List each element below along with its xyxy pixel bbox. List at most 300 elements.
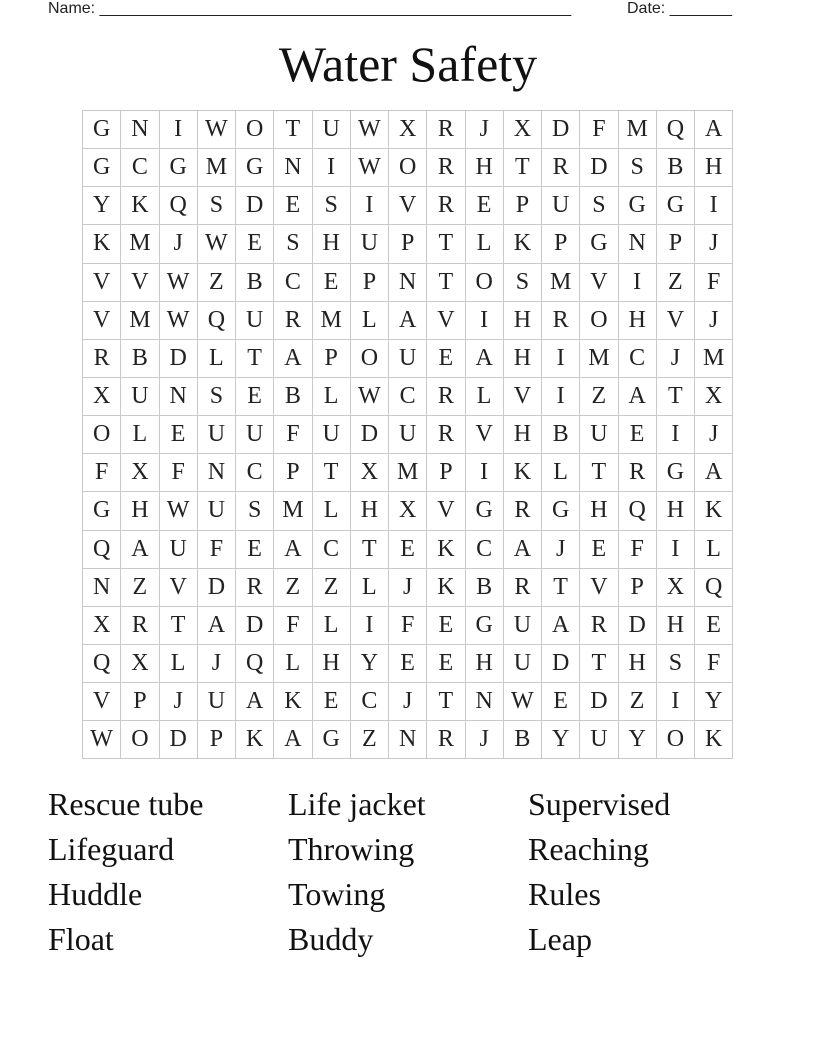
- grid-letter: T: [427, 683, 465, 721]
- grid-letter: I: [159, 111, 197, 149]
- grid-letter: R: [427, 721, 465, 759]
- grid-letter: H: [695, 149, 733, 187]
- grid-letter: D: [542, 644, 580, 682]
- grid-letter: E: [389, 530, 427, 568]
- grid-letter: A: [695, 111, 733, 149]
- page-title: Water Safety: [278, 36, 538, 92]
- grid-letter: Q: [695, 568, 733, 606]
- grid-letter: W: [503, 683, 541, 721]
- grid-letter: Z: [121, 568, 159, 606]
- grid-letter: E: [427, 644, 465, 682]
- grid-letter: I: [656, 683, 694, 721]
- grid-letter: I: [542, 339, 580, 377]
- grid-row: [83, 225, 733, 263]
- grid-letter: I: [350, 187, 388, 225]
- grid-letter: T: [350, 530, 388, 568]
- grid-letter: L: [312, 606, 350, 644]
- word-item: Lifeguard: [48, 831, 175, 867]
- grid-letter: U: [159, 530, 197, 568]
- grid-letter: J: [159, 683, 197, 721]
- grid-letter: G: [83, 492, 121, 530]
- grid-letter: N: [389, 263, 427, 301]
- grid-letter: F: [83, 454, 121, 492]
- grid-letter: V: [580, 263, 618, 301]
- grid-letter: V: [83, 301, 121, 339]
- grid-letter: E: [236, 530, 274, 568]
- grid-letter: T: [427, 225, 465, 263]
- grid-letter: P: [121, 683, 159, 721]
- grid-letter: J: [465, 111, 503, 149]
- grid-letter: Q: [83, 644, 121, 682]
- grid-letter: L: [542, 454, 580, 492]
- grid-letter: Q: [197, 301, 235, 339]
- grid-letter: W: [159, 492, 197, 530]
- grid-letter: J: [695, 225, 733, 263]
- grid-letter: J: [465, 721, 503, 759]
- grid-letter: X: [389, 492, 427, 530]
- grid-letter: O: [580, 301, 618, 339]
- grid-letter: A: [274, 530, 312, 568]
- grid-letter: J: [389, 683, 427, 721]
- grid-letter: C: [236, 454, 274, 492]
- grid-letter: P: [389, 225, 427, 263]
- grid-letter: Z: [580, 377, 618, 415]
- grid-letter: X: [350, 454, 388, 492]
- grid-letter: Q: [618, 492, 656, 530]
- grid-letter: E: [312, 263, 350, 301]
- grid-letter: Z: [197, 263, 235, 301]
- grid-letter: P: [542, 225, 580, 263]
- grid-letter: K: [695, 721, 733, 759]
- grid-letter: D: [197, 568, 235, 606]
- grid-letter: S: [312, 187, 350, 225]
- grid-letter: A: [236, 683, 274, 721]
- grid-letter: D: [580, 683, 618, 721]
- grid-letter: H: [121, 492, 159, 530]
- grid-letter: T: [274, 111, 312, 149]
- grid-letter: S: [274, 225, 312, 263]
- grid-letter: V: [427, 301, 465, 339]
- grid-letter: E: [236, 225, 274, 263]
- word-item: Rules: [528, 876, 601, 912]
- grid-letter: H: [503, 416, 541, 454]
- date-field: [627, 0, 732, 18]
- grid-letter: T: [427, 263, 465, 301]
- grid-letter: F: [159, 454, 197, 492]
- grid-letter: X: [503, 111, 541, 149]
- grid-letter: P: [618, 568, 656, 606]
- grid-letter: X: [389, 111, 427, 149]
- grid-letter: U: [236, 416, 274, 454]
- word-row: [48, 872, 768, 917]
- word-item: Leap: [528, 921, 592, 957]
- word-item: Towing: [288, 876, 386, 912]
- grid-letter: G: [83, 111, 121, 149]
- grid-letter: X: [121, 454, 159, 492]
- grid-letter: D: [542, 111, 580, 149]
- grid-letter: J: [389, 568, 427, 606]
- grid-letter: R: [121, 606, 159, 644]
- grid-letter: A: [465, 339, 503, 377]
- grid-letter: U: [312, 111, 350, 149]
- grid-letter: C: [274, 263, 312, 301]
- grid-letter: X: [695, 377, 733, 415]
- grid-row: [83, 416, 733, 454]
- grid-letter: N: [83, 568, 121, 606]
- grid-letter: K: [274, 683, 312, 721]
- grid-letter: V: [83, 683, 121, 721]
- grid-letter: T: [503, 149, 541, 187]
- grid-letter: I: [656, 530, 694, 568]
- grid-letter: H: [350, 492, 388, 530]
- grid-letter: R: [427, 149, 465, 187]
- grid-letter: A: [274, 339, 312, 377]
- grid-letter: H: [312, 225, 350, 263]
- grid-letter: A: [542, 606, 580, 644]
- grid-letter: T: [312, 454, 350, 492]
- grid-letter: V: [83, 263, 121, 301]
- grid-letter: F: [618, 530, 656, 568]
- date-line: _______: [669, 0, 732, 17]
- grid-letter: E: [274, 187, 312, 225]
- grid-letter: E: [427, 606, 465, 644]
- grid-letter: G: [83, 149, 121, 187]
- grid-letter: V: [465, 416, 503, 454]
- grid-letter: P: [503, 187, 541, 225]
- grid-row: [83, 301, 733, 339]
- grid-letter: A: [121, 530, 159, 568]
- grid-letter: Q: [656, 111, 694, 149]
- grid-letter: F: [274, 416, 312, 454]
- grid-letter: O: [121, 721, 159, 759]
- grid-letter: U: [503, 606, 541, 644]
- grid-letter: L: [197, 339, 235, 377]
- grid-row: [83, 568, 733, 606]
- grid-letter: F: [274, 606, 312, 644]
- grid-letter: G: [312, 721, 350, 759]
- grid-letter: K: [503, 225, 541, 263]
- grid-row: [83, 263, 733, 301]
- grid-letter: U: [389, 416, 427, 454]
- grid-letter: I: [312, 149, 350, 187]
- grid-letter: N: [197, 454, 235, 492]
- grid-row: [83, 721, 733, 759]
- grid-letter: W: [350, 377, 388, 415]
- grid-letter: C: [121, 149, 159, 187]
- grid-letter: C: [350, 683, 388, 721]
- grid-letter: M: [695, 339, 733, 377]
- grid-letter: E: [312, 683, 350, 721]
- grid-letter: V: [121, 263, 159, 301]
- grid-letter: I: [542, 377, 580, 415]
- grid-letter: T: [580, 454, 618, 492]
- grid-row: [83, 149, 733, 187]
- grid-letter: C: [618, 339, 656, 377]
- grid-letter: S: [618, 149, 656, 187]
- grid-letter: F: [197, 530, 235, 568]
- grid-letter: S: [503, 263, 541, 301]
- grid-letter: Y: [83, 187, 121, 225]
- grid-letter: I: [350, 606, 388, 644]
- grid-letter: M: [389, 454, 427, 492]
- grid-letter: M: [580, 339, 618, 377]
- grid-letter: J: [695, 416, 733, 454]
- grid-letter: L: [312, 377, 350, 415]
- grid-letter: L: [159, 644, 197, 682]
- grid-row: [83, 187, 733, 225]
- grid-letter: A: [503, 530, 541, 568]
- grid-letter: N: [389, 721, 427, 759]
- grid-letter: N: [618, 225, 656, 263]
- grid-letter: H: [656, 492, 694, 530]
- grid-letter: T: [236, 339, 274, 377]
- grid-letter: O: [656, 721, 694, 759]
- grid-letter: G: [618, 187, 656, 225]
- grid-letter: L: [312, 492, 350, 530]
- grid-letter: K: [121, 187, 159, 225]
- grid-letter: O: [236, 111, 274, 149]
- grid-letter: M: [121, 225, 159, 263]
- grid-letter: W: [159, 263, 197, 301]
- grid-letter: H: [312, 644, 350, 682]
- grid-letter: M: [274, 492, 312, 530]
- grid-letter: E: [236, 377, 274, 415]
- grid-letter: N: [465, 683, 503, 721]
- grid-letter: R: [618, 454, 656, 492]
- grid-letter: N: [121, 111, 159, 149]
- grid-letter: J: [695, 301, 733, 339]
- grid-letter: H: [618, 301, 656, 339]
- grid-letter: R: [542, 149, 580, 187]
- grid-letter: H: [503, 301, 541, 339]
- grid-letter: U: [236, 301, 274, 339]
- grid-letter: T: [159, 606, 197, 644]
- grid-letter: Z: [656, 263, 694, 301]
- grid-letter: E: [389, 644, 427, 682]
- grid-letter: E: [695, 606, 733, 644]
- grid-letter: I: [465, 454, 503, 492]
- grid-letter: H: [618, 644, 656, 682]
- grid-letter: A: [389, 301, 427, 339]
- grid-letter: H: [503, 339, 541, 377]
- grid-letter: G: [542, 492, 580, 530]
- grid-row: [83, 492, 733, 530]
- grid-letter: A: [274, 721, 312, 759]
- grid-letter: Y: [695, 683, 733, 721]
- grid-letter: R: [503, 492, 541, 530]
- grid-letter: U: [121, 377, 159, 415]
- grid-letter: B: [465, 568, 503, 606]
- word-item: Life jacket: [288, 786, 426, 822]
- grid-letter: G: [656, 187, 694, 225]
- grid-letter: V: [159, 568, 197, 606]
- grid-letter: D: [236, 187, 274, 225]
- grid-letter: P: [197, 721, 235, 759]
- grid-letter: O: [389, 149, 427, 187]
- word-item: Float: [48, 921, 114, 957]
- grid-letter: X: [83, 606, 121, 644]
- grid-letter: B: [542, 416, 580, 454]
- grid-letter: Z: [618, 683, 656, 721]
- grid-letter: G: [465, 492, 503, 530]
- grid-letter: L: [465, 225, 503, 263]
- grid-letter: M: [312, 301, 350, 339]
- grid-letter: U: [580, 721, 618, 759]
- grid-letter: Z: [312, 568, 350, 606]
- grid-letter: H: [465, 644, 503, 682]
- grid-letter: L: [350, 301, 388, 339]
- grid-letter: G: [236, 149, 274, 187]
- grid-letter: U: [389, 339, 427, 377]
- grid-letter: R: [427, 416, 465, 454]
- grid-row: [83, 454, 733, 492]
- grid-letter: L: [121, 416, 159, 454]
- grid-letter: I: [695, 187, 733, 225]
- grid-letter: S: [236, 492, 274, 530]
- grid-letter: P: [312, 339, 350, 377]
- grid-letter: Y: [618, 721, 656, 759]
- grid-letter: W: [197, 111, 235, 149]
- grid-letter: D: [618, 606, 656, 644]
- grid-letter: L: [350, 568, 388, 606]
- grid-letter: G: [580, 225, 618, 263]
- grid-letter: R: [427, 377, 465, 415]
- name-label: Name:: [48, 0, 96, 17]
- grid-letter: D: [236, 606, 274, 644]
- grid-letter: X: [656, 568, 694, 606]
- grid-letter: M: [197, 149, 235, 187]
- word-item: Throwing: [288, 831, 415, 867]
- grid-letter: U: [197, 683, 235, 721]
- grid-letter: E: [618, 416, 656, 454]
- grid-letter: H: [465, 149, 503, 187]
- grid-row: [83, 606, 733, 644]
- grid-letter: N: [274, 149, 312, 187]
- grid-letter: L: [465, 377, 503, 415]
- grid-letter: H: [656, 606, 694, 644]
- grid-letter: S: [656, 644, 694, 682]
- grid-letter: G: [465, 606, 503, 644]
- grid-letter: Y: [542, 721, 580, 759]
- grid-letter: V: [389, 187, 427, 225]
- grid-letter: V: [503, 377, 541, 415]
- grid-letter: E: [465, 187, 503, 225]
- grid-letter: F: [389, 606, 427, 644]
- grid-row: [83, 111, 733, 149]
- grid-letter: J: [197, 644, 235, 682]
- word-row: [48, 917, 768, 962]
- grid-letter: W: [350, 149, 388, 187]
- grid-letter: O: [350, 339, 388, 377]
- grid-letter: U: [503, 644, 541, 682]
- grid-letter: M: [618, 111, 656, 149]
- word-item: Supervised: [528, 786, 671, 822]
- worksheet-header: [48, 0, 748, 20]
- grid-letter: J: [542, 530, 580, 568]
- grid-letter: W: [83, 721, 121, 759]
- grid-letter: B: [503, 721, 541, 759]
- grid-letter: Y: [350, 644, 388, 682]
- grid-letter: K: [695, 492, 733, 530]
- grid-letter: V: [427, 492, 465, 530]
- grid-letter: J: [159, 225, 197, 263]
- grid-letter: D: [350, 416, 388, 454]
- grid-letter: P: [274, 454, 312, 492]
- grid-letter: D: [580, 149, 618, 187]
- grid-letter: U: [197, 492, 235, 530]
- grid-letter: X: [83, 377, 121, 415]
- grid-letter: N: [159, 377, 197, 415]
- grid-letter: D: [159, 721, 197, 759]
- grid-letter: P: [656, 225, 694, 263]
- grid-letter: E: [159, 416, 197, 454]
- grid-letter: K: [83, 225, 121, 263]
- grid-letter: U: [580, 416, 618, 454]
- word-item: Huddle: [48, 876, 143, 912]
- grid-letter: B: [121, 339, 159, 377]
- grid-letter: R: [542, 301, 580, 339]
- date-label: Date:: [627, 0, 666, 17]
- grid-letter: E: [580, 530, 618, 568]
- grid-letter: U: [312, 416, 350, 454]
- grid-letter: I: [618, 263, 656, 301]
- grid-letter: R: [503, 568, 541, 606]
- grid-letter: V: [656, 301, 694, 339]
- grid-letter: O: [465, 263, 503, 301]
- grid-letter: U: [197, 416, 235, 454]
- grid-letter: L: [695, 530, 733, 568]
- grid-letter: F: [695, 263, 733, 301]
- grid-letter: P: [427, 454, 465, 492]
- grid-letter: Z: [274, 568, 312, 606]
- grid-letter: R: [427, 111, 465, 149]
- grid-letter: E: [542, 683, 580, 721]
- grid-letter: Q: [236, 644, 274, 682]
- grid-letter: D: [159, 339, 197, 377]
- grid-letter: J: [656, 339, 694, 377]
- grid-letter: I: [656, 416, 694, 454]
- grid-row: [83, 530, 733, 568]
- grid-letter: K: [503, 454, 541, 492]
- word-row: [48, 827, 768, 872]
- grid-letter: F: [695, 644, 733, 682]
- grid-letter: S: [197, 187, 235, 225]
- grid-letter: B: [236, 263, 274, 301]
- word-item: Rescue tube: [48, 786, 204, 822]
- grid-letter: A: [197, 606, 235, 644]
- grid-letter: W: [159, 301, 197, 339]
- grid-letter: C: [465, 530, 503, 568]
- grid-letter: S: [580, 187, 618, 225]
- grid-letter: U: [350, 225, 388, 263]
- grid-letter: C: [389, 377, 427, 415]
- grid-letter: I: [465, 301, 503, 339]
- word-item: Buddy: [288, 921, 374, 957]
- grid-letter: B: [656, 149, 694, 187]
- grid-letter: W: [350, 111, 388, 149]
- grid-letter: T: [542, 568, 580, 606]
- grid-row: [83, 683, 733, 721]
- grid-letter: R: [580, 606, 618, 644]
- grid-row: [83, 377, 733, 415]
- grid-letter: Z: [350, 721, 388, 759]
- grid-letter: C: [312, 530, 350, 568]
- grid-letter: P: [350, 263, 388, 301]
- grid-letter: K: [427, 530, 465, 568]
- grid-letter: H: [580, 492, 618, 530]
- grid-row: [83, 644, 733, 682]
- grid-letter: E: [427, 339, 465, 377]
